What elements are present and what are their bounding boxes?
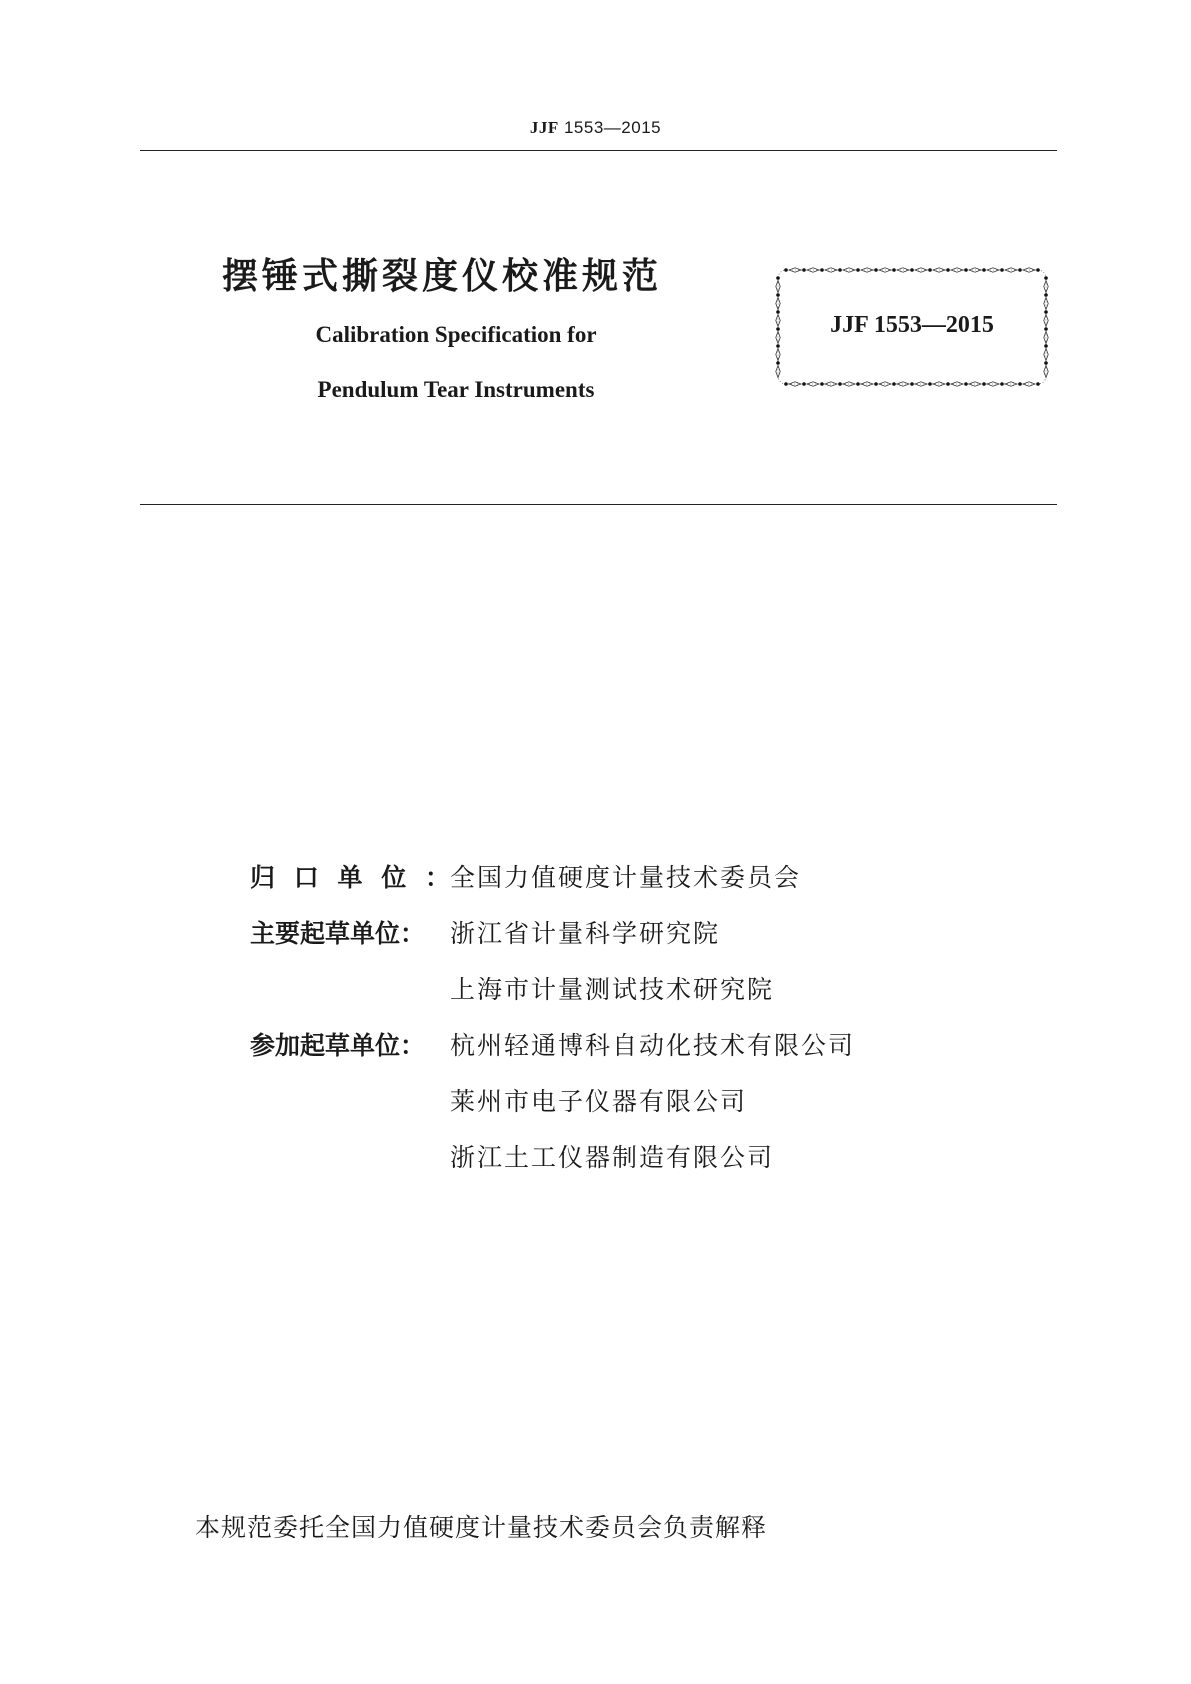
standard-code: JJF 1553—2015 bbox=[830, 312, 994, 338]
interpretation-note: 本规范委托全国力值硬度计量技术委员会负责解释 bbox=[195, 1513, 768, 1542]
unit-value: 全国力值硬度计量技术委员会 bbox=[450, 863, 802, 892]
header-code-number: 1553—2015 bbox=[558, 118, 662, 137]
header-code-prefix: JJF bbox=[529, 118, 559, 137]
document-title-english-line2: Pendulum Tear Instruments bbox=[317, 377, 595, 402]
unit-value: 浙江省计量科学研究院 bbox=[450, 919, 721, 948]
unit-value: 杭州轻通博科自动化技术有限公司 bbox=[450, 1031, 856, 1060]
unit-value: 上海市计量测试技术研究院 bbox=[450, 975, 775, 1004]
unit-label-centralized: 归口单位： bbox=[250, 863, 450, 892]
standard-code-box bbox=[772, 264, 1052, 390]
document-title-chinese: 摆锤式撕裂度仪校准规范 bbox=[222, 256, 663, 297]
unit-value: 莱州市电子仪器有限公司 bbox=[450, 1087, 748, 1116]
middle-rule bbox=[140, 504, 1057, 505]
top-rule bbox=[140, 150, 1057, 151]
header-standard-code bbox=[0, 118, 1191, 138]
unit-value: 浙江土工仪器制造有限公司 bbox=[450, 1143, 775, 1172]
unit-label-main-drafting: 主要起草单位： bbox=[250, 919, 426, 948]
document-title-english-line1: Calibration Specification for bbox=[315, 322, 597, 347]
unit-label-participating-drafting: 参加起草单位： bbox=[250, 1031, 426, 1060]
